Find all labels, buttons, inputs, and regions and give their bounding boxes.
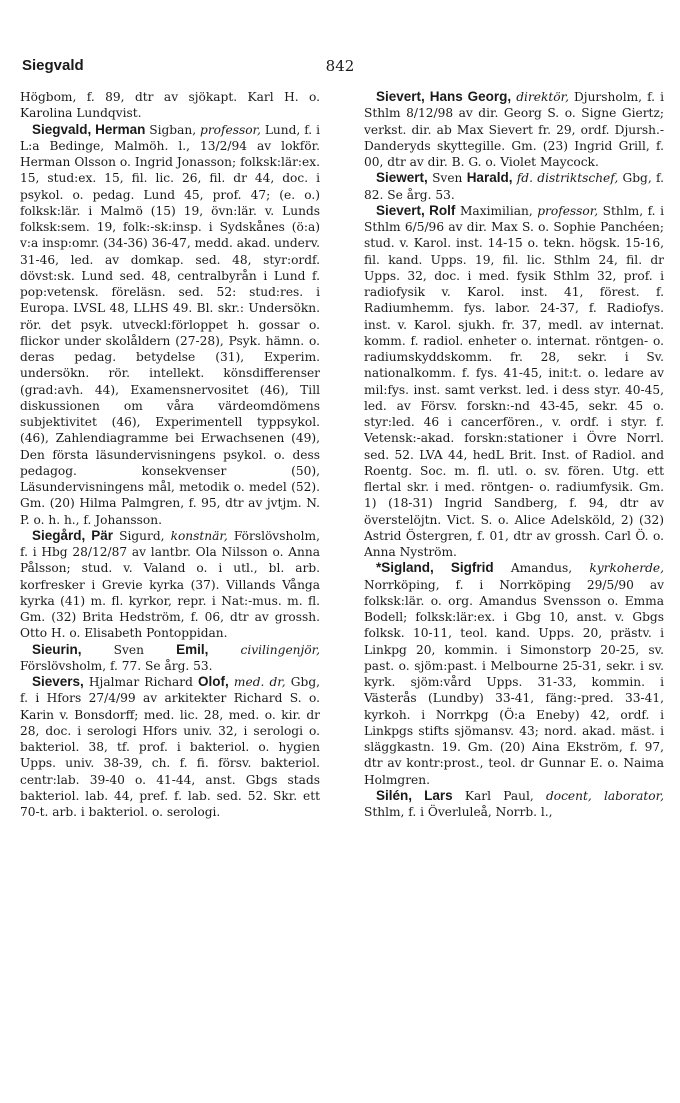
left-column bbox=[20, 89, 320, 820]
entry-called-name: Olof, bbox=[198, 674, 229, 689]
entry-text: Sthlm, f. i Sthlm 6/5/96 av dir. Max S. o. Sophie Panchéen; stud. v. Karol. inst. 14-15 o. tekn. högsk. 15-16, fil. kand. Upps. 19, fil. lic. Sthlm 24, fil. dr Upps. 32, doc. i med. fysik Sthlm 32, prof. i radiofysik v. Karol. inst. 41, förest. f. Radiumhemm. fys. labor. 24-37, f. Radiofys. inst. v. Karol. sjukh. fr. 37, medl. av internat. komm. f. radiol. enheter o. internat. röntgen- o. radiumskyddskomm. fr. 28, sekr. i Sv. nationalkomm. f. fys. 41-45, init:t. o. ledare av mil:fys. inst. samt verkst. led. i dess styr. 40-45, led. av Försv. forskn:-nd 43-45, sekr. 45 o. styr:led. 46 i cancerfören., v. ordf. i styr. f. Vetensk:-akad. forskn:stationer i Övre Norrl. sed. 52. LVA 44, hedL Brit. Inst. of Radiol. and Roentg. Soc. m. fl. utl. o. sv. fören. Utg. ett flertal skr. i med. röntgen- o. radiumfysik. Gm. 1) (18-31) Ingrid Sandberg, f. 94, dtr av överstelöjtn. Vict. S. o. Alice Adelsköld, 2) (32) Astrid Östergren, f. 01, dtr av grossh. Carl Ö. o. Anna Nyström. bbox=[364, 203, 664, 559]
entry-headword: *Sigland, Sigfrid bbox=[376, 560, 494, 576]
biography-entry bbox=[364, 788, 664, 821]
entry-title: fd. distriktschef, bbox=[512, 171, 619, 186]
entry-called-name: Harald, bbox=[466, 170, 513, 186]
entry-given-names: Sigurd, bbox=[113, 528, 171, 543]
biography-entry bbox=[364, 203, 664, 561]
entry-called-name: Emil, bbox=[176, 641, 209, 657]
entry-text: Gbg, f. 82. Se årg. 53. bbox=[364, 171, 664, 202]
biography-entry bbox=[20, 528, 320, 642]
entry-given-names: Amandus, bbox=[493, 561, 590, 576]
biography-entry bbox=[20, 122, 320, 528]
entry-title: kyrkoherde, bbox=[589, 561, 664, 576]
entry-headword: Sievert, Hans Georg, bbox=[376, 89, 512, 104]
entry-headword: Siegvald, Herman bbox=[32, 121, 146, 137]
page-header bbox=[22, 57, 658, 81]
biography-entry bbox=[20, 674, 320, 820]
biography-entry bbox=[20, 89, 320, 122]
entry-headword: Siegård, Pär bbox=[32, 527, 113, 543]
entry-text: Högbom, f. 89, dtr av sjökapt. Karl H. o. Karolina Lundqvist. bbox=[20, 90, 320, 121]
entry-title: professor, bbox=[200, 122, 261, 137]
entry-given-names: Sigban, bbox=[145, 122, 201, 137]
biography-entry bbox=[364, 170, 664, 203]
entry-text: Förslövsholm, f. i Hbg 28/12/87 av lantbr. Ola Nilsson o. Anna Pålsson; stud. v. Valand o. i utl., bl. arb. korfresker i Grevie kyrka (37). Villands Vånga kyrka (41) m. fl. kyrkor, repr. i Nat:-mus. m. fl. Gm. (32) Brita Hedström, f. 06, dtr av grossh. Otto H. o. Elisabeth Pontoppidan. bbox=[20, 528, 320, 641]
entry-headword: Sievers, bbox=[32, 674, 84, 689]
entry-text: Norrköping, f. i Norrköping 29/5/90 av folksk:lär. o. org. Amandus Svensson o. Emma Bodell; folksk:lär:ex. i Gbg 10, anst. v. Gbgs folksk. 10-11, teol. kand. Upps. 20, prästv. i Linkpg 20, kommin. i Simonstorp 20-25, sv. past. o. sjöm:past. i Melbourne 25-31, sekr. i sv. kyrk. sjöm:vård Upps. 31-33, kommin. i Västerås (Lundby) 33-41, fäng:-pred. 33-41, kyrkoh. i Norrkpg (Ö:a Eneby) 42, ordf. i Linkpgs stifts sjömansv. 43; nord. akad. mäst. i släggkastn. 19. Gm. (20) Aina Ekström, f. 97, dtr av kontr:prost., teol. dr Gunnar E. o. Naima Holmgren. bbox=[364, 577, 664, 787]
entry-given-names: Sven bbox=[81, 642, 177, 657]
entry-headword: Siewert, bbox=[376, 170, 428, 186]
entry-title: konstnär, bbox=[170, 528, 228, 543]
entry-text: Förslövsholm, f. 77. Se årg. 53. bbox=[20, 658, 213, 673]
entry-title: civilingenjör, bbox=[208, 642, 320, 657]
running-head: Siegvald bbox=[22, 57, 84, 74]
biography-entry bbox=[20, 642, 320, 675]
entry-title: direktör, bbox=[516, 90, 569, 104]
entry-given-names: Maximilian, bbox=[455, 203, 538, 218]
entry-headword: Silén, Lars bbox=[376, 787, 453, 803]
entry-title: docent, laborator, bbox=[545, 788, 664, 803]
entry-text: Djursholm, f. i Sthlm 8/12/98 av dir. Georg S. o. Signe Giertz; verkst. dir. ab Max Sievert fr. 29, ordf. Djursh.-Danderyds skyttegille. Gm. (23) Ingrid Grill, f. 00, dtr av dir. B. G. o. Violet Maycock. bbox=[364, 90, 664, 169]
entry-given-names: Hjalmar Richard bbox=[83, 675, 199, 689]
entry-title: med. dr, bbox=[228, 675, 286, 689]
biography-entry bbox=[364, 89, 664, 170]
right-column bbox=[364, 89, 664, 820]
entry-headword: Sievert, Rolf bbox=[376, 202, 456, 218]
entry-given-names: Sven bbox=[427, 171, 467, 186]
entry-text: Lund, f. i L:a Bedinge, Malmöh. l., 13/2/94 av lokför. Herman Olsson o. Ingrid Jonasson; folksk:lär:ex. 15, stud:ex. 15, fil. lic. 26, fil. dr 44, doc. i psykol. o. pedag. Lund 45, prof. 47; (e. o.) folksk:lär. i Malmö (15) 19, övn:lär. v. Lunds folksk:sem. 19, folk:-sk:insp. i Sydskånes (ö:a) v:a insp:omr. (34-36) 36-47, medd. akad. underv. 31-46, led. av domkap. sed. 48, styr:ordf. dövst:sk. Lund sed. 48, centralbyrån i Lund f. pop:vetensk. föreläsn. sed. 52: stud:res. i Europa. LVSL 48, LLHS 49. Bl. skr.: Undersökn. rör. det psyk. utveckl:förloppet h. gossar o. flickor under skolåldern (27-28), Psyk. hämn. o. deras pedag. betydelse (31), Experim. undersökn. rör. intellekt. könsdifferenser (grad:avh. 44), Examensnervositet (46), Till diskussionen om våra värdeomdömens subjektivitet (46), Experimentell typpsykol. (46), Zahlendiagramme bei Erwachsenen (49), Den första läsundervisningens psykol. o. dess pedagog. konsekvenser (50), Läsundervisningens mål, metodik o. medel (52). Gm. (20) Hilma Palmgren, f. 95, dtr av jvtjm. N. P. o. h. h., f. Johansson. bbox=[20, 122, 321, 527]
entry-headword: Sieurin, bbox=[32, 641, 82, 657]
biography-entry bbox=[364, 560, 664, 788]
entry-title: professor, bbox=[537, 203, 599, 218]
entry-text: Gbg, f. i Hfors 27/4/99 av arkitekter Richard S. o. Karin v. Bonsdorff; med. lic. 28, med. o. kir. dr 28, doc. i serologi Hfors univ. 32, i serologi o. bakteriol. 38, tf. prof. i bakteriol. o. hygien Upps. univ. 38-39, ch. f. fi. försv. bakteriol. centr:lab. 39-40 o. 41-44, anst. Gbgs stads bakteriol. lab. 44, pref. f. lab. sed. 52. Skr. ett 70-t. arb. i bakteriol. o. serologi. bbox=[20, 675, 320, 819]
entry-given-names: Karl Paul, bbox=[452, 788, 546, 803]
entry-text: Sthlm, f. i Överluleå, Norrb. l., bbox=[364, 805, 553, 819]
page-number: 842 bbox=[325, 57, 355, 75]
